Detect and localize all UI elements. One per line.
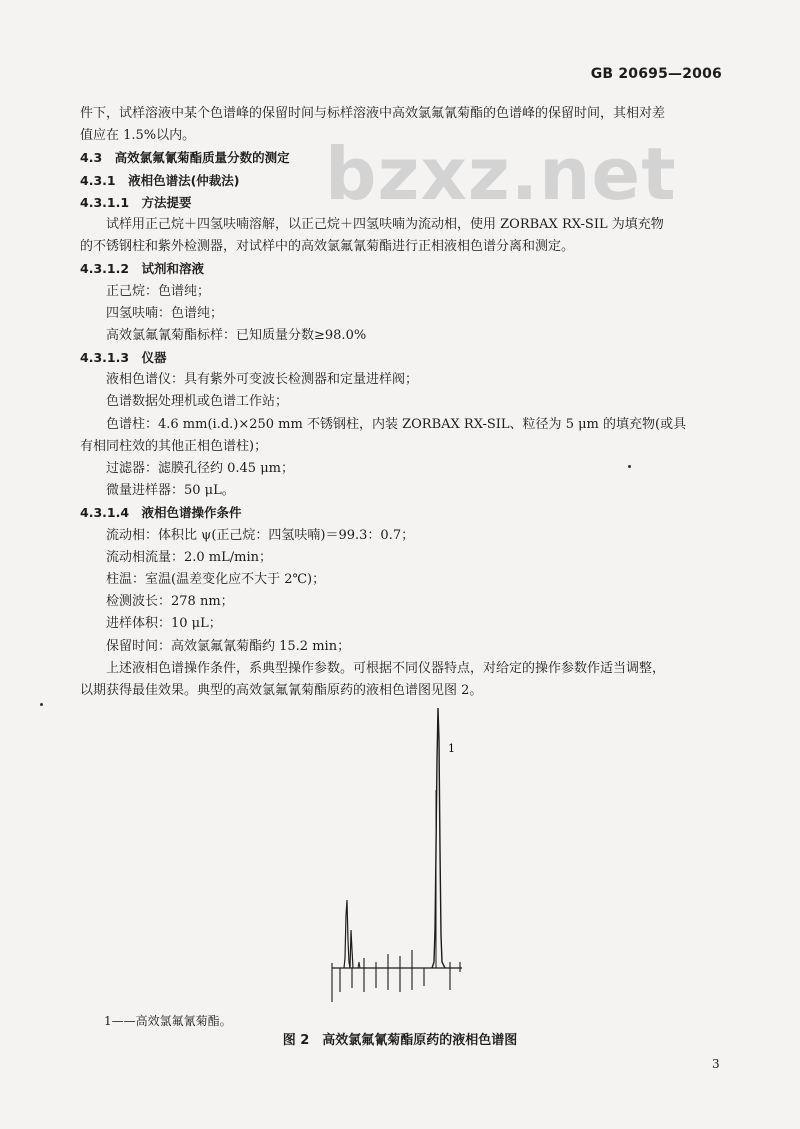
paragraph-line: 色谱数据处理机或色谱工作站； — [106, 394, 289, 410]
paragraph-line: 有相同柱效的其他正相色谱柱)； — [80, 438, 268, 454]
section-heading: 4.3.1.1 方法提要 — [80, 194, 192, 210]
paragraph-line: 试样用正己烷＋四氢呋喃溶解，以正己烷＋四氢呋喃为流动相，使用 ZORBAX RX-SIL 为填充物 — [106, 216, 664, 232]
paragraph-line: 的不锈钢柱和紫外检测器，对试样中的高效氯氟氰菊酯进行正相液相色谱分离和测定。 — [80, 239, 575, 255]
peak-label: 1 — [448, 742, 455, 755]
paragraph-line: 微量进样器：50 μL。 — [106, 483, 235, 499]
paragraph-line: 流动相：体积比 ψ(正己烷：四氢呋喃)＝99.3：0.7； — [106, 527, 415, 543]
paragraph-line: 值应在 1.5%以内。 — [80, 128, 196, 144]
paragraph-line: 保留时间：高效氯氟氰菊酯约 15.2 min； — [106, 638, 351, 654]
body-text — [80, 103, 730, 702]
section-heading: 4.3.1.2 试剂和溶液 — [80, 261, 205, 277]
section-heading: 4.3.1.3 仪器 — [80, 350, 167, 366]
paragraph-line: 液相色谱仪：具有紫外可变波长检测器和定量进样阀； — [106, 372, 419, 388]
section-heading: 4.3.1.4 液相色谱操作条件 — [80, 505, 242, 521]
figure-footnote: 1——高效氯氟氰菊酯。 — [104, 1014, 232, 1028]
paragraph-line: 过滤器：滤膜孔径约 0.45 μm； — [106, 461, 294, 476]
paragraph-line: 四氢呋喃：色谱纯； — [106, 305, 224, 321]
paragraph-line: 高效氯氟氰菊酯标样：已知质量分数≥98.0% — [106, 327, 367, 343]
paragraph-line: 正己烷：色谱纯； — [106, 283, 211, 299]
paragraph-line: 进样体积：10 μL； — [106, 616, 222, 632]
scan-speck — [628, 465, 631, 468]
page-number: 3 — [712, 1057, 720, 1071]
chromatogram-figure — [300, 700, 480, 1010]
figure-caption: 图 2 高效氯氟氰菊酯原药的液相色谱图 — [282, 1033, 518, 1048]
paragraph-line: 上述液相色谱操作条件，系典型操作参数。可根据不同仪器特点，对给定的操作参数作适当调整， — [106, 660, 666, 676]
paragraph-line: 以期获得最佳效果。典型的高效氯氟氰菊酯原药的液相色谱图见图 2。 — [80, 682, 483, 698]
section-heading: 4.3 高效氯氟氰菊酯质量分数的测定 — [80, 150, 290, 166]
section-heading: 4.3.1 液相色谱法(仲裁法) — [80, 172, 240, 188]
paragraph-line: 件下，试样溶液中某个色谱峰的保留时间与标样溶液中高效氯氟氰菊酯的色谱峰的保留时间，其相对差 — [80, 106, 666, 121]
standard-code: GB 20695—2006 — [590, 66, 722, 82]
paragraph-line: 流动相流量：2.0 mL/min； — [106, 549, 273, 565]
event-ticks — [332, 950, 460, 1002]
paragraph-line: 检测波长：278 nm； — [106, 594, 234, 610]
watermark: bzxz.net — [325, 132, 677, 216]
paragraph-line: 色谱柱：4.6 mm(i.d.)×250 mm 不锈钢柱，内装 ZORBAX RX-SIL、粒径为 5 μm 的填充物(或具 — [106, 416, 687, 432]
scan-speck — [40, 703, 43, 706]
early-peak — [344, 900, 353, 968]
paragraph-line: 柱温：室温(温差变化应不大于 2℃)； — [106, 571, 326, 587]
minor-peak — [358, 962, 360, 968]
main-peak — [432, 708, 445, 968]
